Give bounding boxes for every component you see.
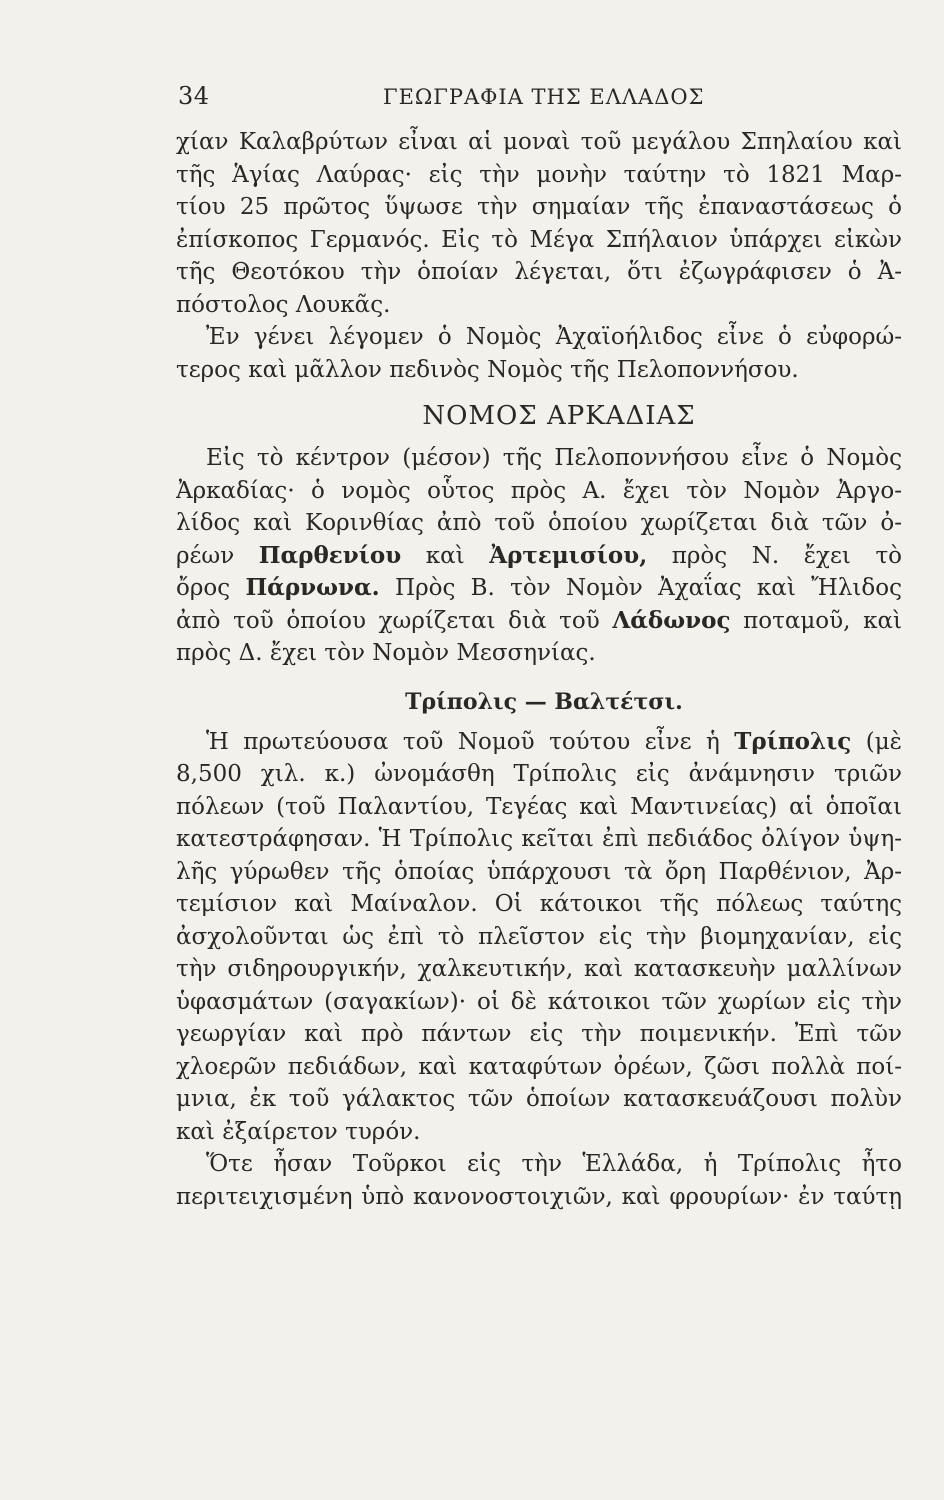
text-span: Ἡ πρωτεύουσα τοῦ Νομοῦ τούτου εἶνε ἡ	[206, 728, 720, 755]
text-line: τὴν σιδηρουργικήν, χαλκευτικήν, καὶ κατασκευὴν μαλλίνων	[176, 956, 902, 982]
text-line: τερος καὶ μᾶλλον πεδινὸς Νομὸς τῆς Πελοποννήσου.	[176, 356, 799, 383]
bold-term: Τρίπολις	[734, 727, 852, 755]
text-span: ἀπὸ τοῦ ὁποίου χωρίζεται διὰ τοῦ	[176, 607, 600, 634]
text-line: ἀσχολοῦνται ὡς ἐπὶ τὸ πλεῖστον εἰς τὴν βιομηχανίαν, εἰς	[176, 923, 902, 950]
text-line: λῆς γύρωθεν τῆς ὁποίας ὑπάρχουσι τὰ ὄρη Παρθένιον, Ἀρ-	[176, 858, 902, 885]
subheading: Τρίπολις — Βαλτέτσι.	[405, 688, 683, 715]
paragraph-turkish-era	[176, 1148, 902, 1213]
text-line: τεμίσιον καὶ Μαίναλον. Οἱ κάτοικοι τῆς πόλεως ταύτης	[176, 891, 902, 917]
bold-term: Ἀρτεμισίου,	[489, 541, 648, 569]
text-line: κατεστράφησαν. Ἡ Τρίπολις κεῖται ἐπὶ πεδιάδος ὀλίγον ὑψη-	[176, 826, 902, 852]
text-line: καὶ ἐξαίρετον τυρόν.	[176, 1118, 421, 1145]
text-line: τίου 25 πρῶτος ὕψωσε τὴν σημαίαν τῆς ἐπαναστάσεως ὁ	[176, 194, 902, 220]
page-number: 34	[178, 82, 210, 110]
text-line: τῆς Ἁγίας Λαύρας· εἰς τὴν μονὴν ταύτην τὸ 1821 Μαρ-	[176, 161, 902, 188]
text-line: λίδος καὶ Κορινθίας ἀπὸ τοῦ ὁποίου χωρίζεται διὰ τῶν ὀ-	[176, 510, 902, 536]
bold-term: Λάδωνος	[612, 606, 731, 634]
text-line: Εἰς τὸ κέντρον (μέσον) τῆς Πελοποννήσου εἶνε ὁ Νομὸς	[206, 445, 902, 471]
text-span: πρὸς Ν. ἔχει τὸ	[671, 542, 902, 569]
text-span: ποταμοῦ, καὶ	[743, 607, 902, 634]
text-line	[176, 540, 902, 573]
text-line	[176, 726, 902, 759]
paragraph-tripolis	[176, 726, 902, 1149]
text-line	[176, 605, 902, 638]
text-line: ὑφασμάτων (σαγακίων)· οἱ δὲ κάτοικοι τῶν χωρίων εἰς τὴν	[176, 988, 902, 1015]
text-line: τῆς Θεοτόκου τὴν ὁποίαν λέγεται, ὅτι ἐζωγράφισεν ὁ Ἀ-	[176, 259, 902, 285]
text-line: πόλεων (τοῦ Παλαντίου, Τεγέας καὶ Μαντινείας) αἱ ὁποῖαι	[176, 793, 902, 820]
paragraph-achaia-continued	[176, 126, 902, 321]
text-span: (μὲ	[865, 728, 902, 755]
text-line: ἐπίσκοπος Γερμανός. Εἰς τὸ Μέγα Σπήλαιον ὑπάρχει εἰκὼν	[176, 226, 902, 253]
text-span: Πρὸς Β. τὸν Νομὸν Ἀχαΐας καὶ Ἤλιδος	[395, 575, 902, 601]
body-text	[176, 126, 902, 1213]
text-line: γεωργίαν καὶ πρὸ πάντων εἰς τὴν ποιμενικήν. Ἐπὶ τῶν	[176, 1021, 902, 1047]
text-line: μνια, ἐκ τοῦ γάλακτος τῶν ὁποίων κατασκευάζουσι πολὺν	[176, 1086, 902, 1112]
text-line: Ἐν γένει λέγομεν ὁ Νομὸς Ἀχαϊοήλιδος εἶνε ὁ εὐφορώ-	[206, 324, 902, 350]
text-line: Ὅτε ἦσαν Τοῦρκοι εἰς τὴν Ἑλλάδα, ἡ Τρίπολις ἦτο	[206, 1151, 902, 1177]
text-line: πρὸς Δ. ἔχει τὸν Νομὸν Μεσσηνίας.	[176, 640, 596, 666]
page-header	[178, 82, 898, 116]
paragraph-arcadia-borders	[176, 442, 902, 670]
text-span: ρέων	[176, 542, 235, 569]
text-line: πόστολος Λουκᾶς.	[176, 291, 391, 318]
text-line: χίαν Καλαβρύτων εἶναι αἱ μοναὶ τοῦ μεγάλου Σπηλαίου καὶ	[176, 129, 902, 155]
text-span: καὶ	[425, 542, 465, 569]
bold-term: Πάρνωνα.	[245, 574, 380, 601]
text-line	[176, 572, 902, 605]
text-span: ὄρος	[176, 575, 231, 601]
bold-term: Παρθενίου	[258, 541, 402, 569]
running-title: ΓΕΩΓΡΑΦΙΑ ΤΗΣ ΕΛΛΑΔΟΣ	[383, 85, 705, 109]
text-line: Ἀρκαδίας· ὁ νομὸς οὗτος πρὸς Α. ἔχει τὸν Νομὸν Ἀργο-	[176, 477, 902, 504]
text-line: 8,500 χιλ. κ.) ὠνομάσθη Τρίπολις εἰς ἀνάμνησιν τριῶν	[176, 761, 902, 787]
text-line: περιτειχισμένη ὑπὸ κανονοστοιχιῶν, καὶ φρουρίων· ἐν ταύτῃ	[176, 1183, 902, 1210]
section-heading: ΝΟΜΟΣ ΑΡΚΑΔΙΑΣ	[422, 401, 696, 431]
text-line: χλοερῶν πεδιάδων, καὶ καταφύτων ὀρέων, ζῶσι πολλὰ ποί-	[176, 1053, 902, 1080]
paragraph-summary	[176, 321, 902, 386]
